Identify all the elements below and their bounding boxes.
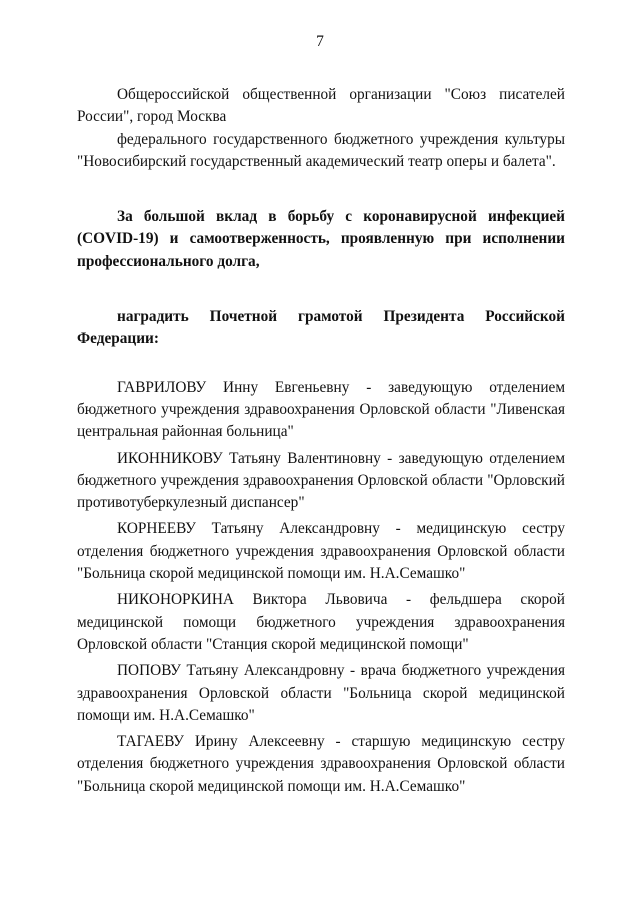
paragraph-organization-writers: Общероссийской общественной организации "Союз писателей России", город Москва — [77, 86, 565, 126]
awardee-item: ПОПОВУ Татьяну Александровну - врача бюджетного учреждения здравоохранения Орловской области "Больница скорой медицинской помощи им. Н.А.Семашко" — [77, 662, 565, 724]
paragraph-award: наградить Почетной грамотой Президента Российской Федерации: — [77, 308, 565, 348]
awardee-item: ГАВРИЛОВУ Инну Евгеньевну - заведующую отделением бюджетного учреждения здравоохранения Орловской области "Ливенская центральная районная больница" — [77, 378, 565, 441]
awardee-item: ТАГАЕВУ Ирину Алексеевну - старшую медицинскую сестру отделения бюджетного учреждения здравоохранения Орловской области "Больница скорой медицинской помощи им. Н.А.Семашко" — [77, 733, 565, 795]
awardee-item: НИКОНОРКИНА Виктора Львовича - фельдшера скорой медицинской помощи бюджетного учреждения здравоохранения Орловской области "Станция скорой медицинской помощи" — [77, 591, 565, 653]
document-body — [77, 84, 565, 798]
awardee-item: ИКОННИКОВУ Татьяну Валентиновну - заведующую отделением бюджетного учреждения здравоохранения Орловской области "Орловский противотуберкулезный диспансер" — [77, 449, 565, 512]
paragraph-organization-theatre: федерального государственного бюджетного учреждения культуры "Новосибирский государственный академический театр оперы и балета". — [77, 130, 565, 170]
page-number: 7 — [316, 33, 324, 50]
paragraph-reason: За большой вклад в борьбу с коронавирусной инфекцией (COVID-19) и самоотверженность, проявленную при исполнении профессионального долга, — [77, 208, 565, 270]
awardee-item: КОРНЕЕВУ Татьяну Александровну - медицинскую сестру отделения бюджетного учреждения здравоохранения Орловской области "Больница скорой медицинской помощи им. Н.А.Семашко" — [77, 520, 565, 583]
